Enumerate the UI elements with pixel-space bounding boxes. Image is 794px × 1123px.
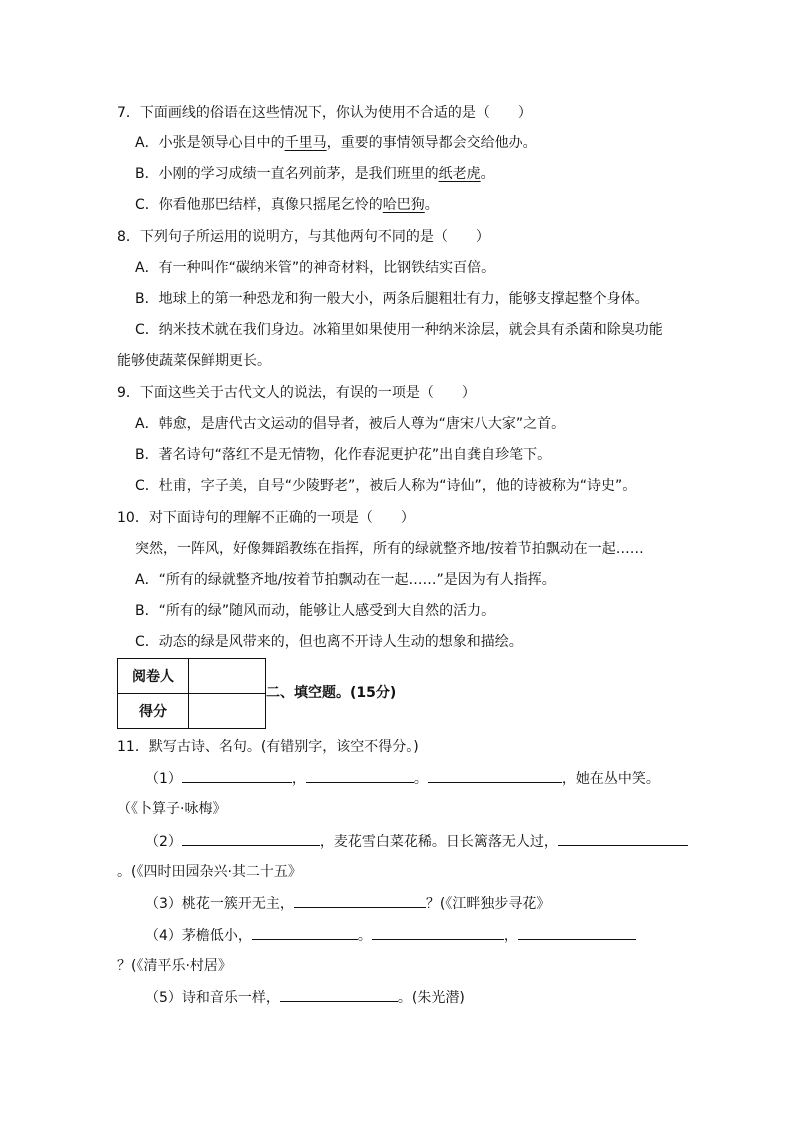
q11-4-blank-2[interactable] <box>372 925 504 940</box>
q7-c-underlined: 哈巴狗 <box>382 197 425 213</box>
q11-part-2 <box>145 831 688 851</box>
q11-4-blank-1[interactable] <box>252 925 358 940</box>
q11-4-sep2: ， <box>503 928 518 944</box>
q11-1-tail: ，她在丛中笑。 <box>561 771 660 787</box>
q7-b-pre: B．小刚的学习成绩一直名列前茅，是我们班里的 <box>135 166 439 182</box>
q10-option-a: A．“所有的绿就整齐地/按着节拍飘动在一起……”是因为有人指挥。 <box>135 572 556 588</box>
q11-4-pre: 茅檐低小， <box>181 928 252 944</box>
q11-part-5 <box>145 987 465 1007</box>
q9-option-b: B．著名诗句“落红不是无情物，化作春泥更护花”出自龚自珍笔下。 <box>135 447 552 463</box>
q7-stem: 7．下面画线的俗语在这些情况下，你认为使用不合适的是（ ） <box>117 105 532 121</box>
q9-option-a: A．韩愈，是唐代古文运动的倡导者，被后人尊为“唐宋八大家”之首。 <box>135 416 566 432</box>
q11-1-sep2: 。 <box>413 771 428 787</box>
section-2-title: 二、填空题。(15分) <box>266 685 397 701</box>
score-cell <box>189 694 266 729</box>
q11-3-pre: 桃花一簇开无主， <box>181 896 294 912</box>
q11-2-blank-2[interactable] <box>558 831 688 846</box>
q11-1-blank-1[interactable] <box>182 768 292 783</box>
q8-stem: 8．下列句子所运用的说明方，与其他两句不同的是（ ） <box>117 229 490 245</box>
q11-1-blank-2[interactable] <box>306 768 414 783</box>
q11-4-blank-3[interactable] <box>518 925 636 940</box>
q9-option-c: C．杜甫，字子美，自号“少陵野老”，被后人称为“诗仙”，他的诗被称为“诗史”。 <box>135 478 637 494</box>
q9-stem: 9．下面这些关于古代文人的说法，有误的一项是（ ） <box>117 385 476 401</box>
reviewer-label: 阅卷人 <box>118 659 189 694</box>
q11-2-mid: ，麦花雪白菜花稀。日长篱落无人过， <box>319 834 558 850</box>
q11-part-4 <box>145 925 636 945</box>
q11-3-blank-1[interactable] <box>294 893 426 908</box>
q10-option-c: C．动态的绿是风带来的，但也离不开诗人生动的想象和描绘。 <box>135 634 523 650</box>
q11-3-tail: ？(《江畔独步寻花》 <box>425 896 551 912</box>
q11-5-number: （5） <box>145 990 182 1006</box>
q11-1-blank-3[interactable] <box>428 768 562 783</box>
q11-5-pre: 诗和音乐一样， <box>181 990 280 1006</box>
q8-option-c-line2: 能够使蔬菜保鲜期更长。 <box>117 353 271 369</box>
q8-option-c-line1: C．纳米技术就在我们身边。冰箱里如果使用一种纳米涂层，就会具有杀菌和除臭功能 <box>135 322 663 338</box>
q11-1-source: （《卜算子·咏梅》 <box>117 801 227 817</box>
q7-a-post: ，重要的事情领导都会交给他办。 <box>326 135 537 151</box>
q10-option-b: B．“所有的绿”随风而动，能够让人感受到大自然的活力。 <box>135 603 496 619</box>
q11-part-1 <box>145 768 660 788</box>
q10-quote: 突然，一阵风，好像舞蹈教练在指挥，所有的绿就整齐地/按着节拍飘动在一起…… <box>135 541 644 557</box>
q7-option-b <box>135 164 495 184</box>
q7-c-post: 。 <box>424 197 439 213</box>
q8-option-a: A．有一种叫作“碳纳米管”的神奇材料，比钢铁结实百倍。 <box>135 260 496 276</box>
q11-5-tail: 。(朱光潜) <box>397 990 465 1006</box>
q7-a-pre: A．小张是领导心目中的 <box>135 135 285 151</box>
q7-b-post: 。 <box>480 166 495 182</box>
q10-stem: 10．对下面诗句的理解不正确的一项是（ ） <box>117 510 415 526</box>
q11-4-source: ？(《清平乐·村居》 <box>117 958 232 974</box>
q7-a-underlined: 千里马 <box>284 135 327 151</box>
reviewer-cell <box>189 659 266 694</box>
q7-b-underlined: 纸老虎 <box>438 166 481 182</box>
score-table <box>117 658 266 729</box>
q11-1-number: （1） <box>145 771 182 787</box>
q11-2-blank-1[interactable] <box>182 831 320 846</box>
q11-2-source: 。(《四时田园杂兴·其二十五》 <box>117 864 302 880</box>
q7-c-pre: C．你看他那巴结样，真像只摇尾乞怜的 <box>135 197 383 213</box>
q11-5-blank-1[interactable] <box>280 987 398 1002</box>
q11-stem: 11．默写古诗、名句。(有错别字，该空不得分。) <box>117 739 419 755</box>
q11-2-number: （2） <box>145 834 182 850</box>
q7-option-a <box>135 133 537 153</box>
q11-4-sep1: 。 <box>357 928 372 944</box>
q8-option-b: B．地球上的第一种恐龙和狗一般大小，两条后腿粗壮有力，能够支撑起整个身体。 <box>135 291 649 307</box>
score-label: 得分 <box>118 694 189 729</box>
q11-part-3 <box>145 893 550 913</box>
q11-4-number: （4） <box>145 928 182 944</box>
q11-1-sep1: ， <box>291 771 306 787</box>
q7-option-c <box>135 195 439 215</box>
q11-3-number: （3） <box>145 896 182 912</box>
